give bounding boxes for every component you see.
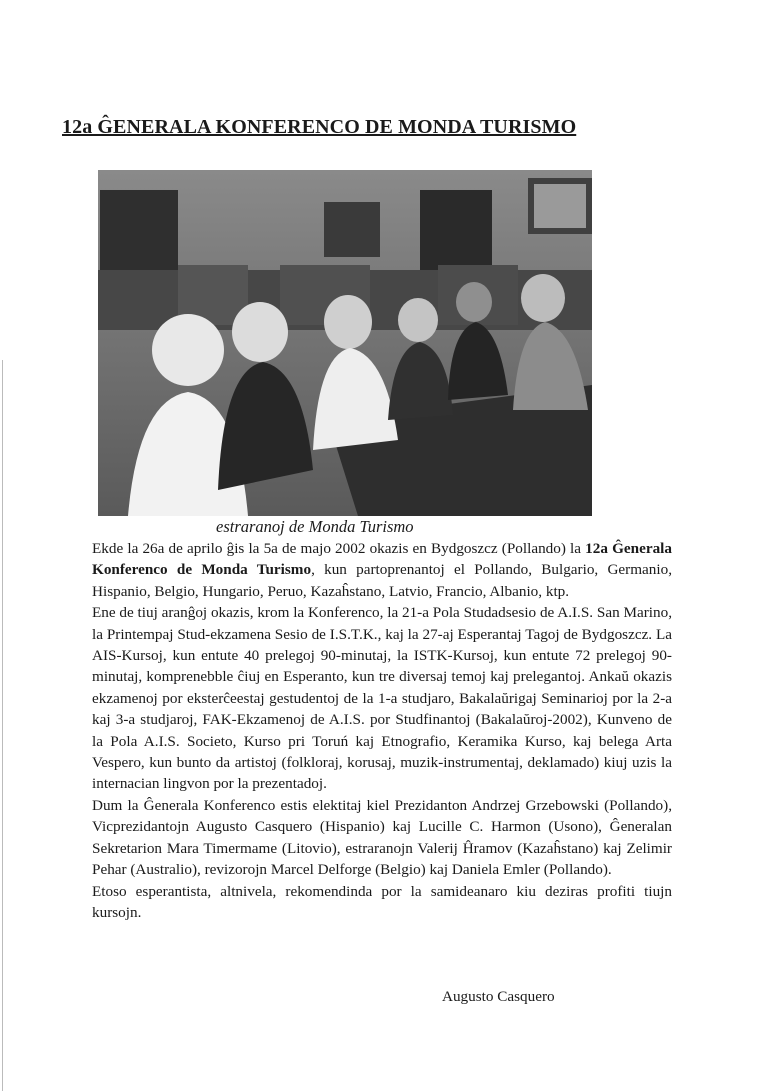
intro-text-start: Ekde la 26a de aprilo ĝis la 5a de majo 2002 okazis en Bydgoszcz (Pollando) la (92, 540, 586, 557)
article-title: 12a ĜENERALA KONFERENCO DE MONDA TURISMO (62, 116, 577, 138)
group-photo (98, 170, 592, 516)
article-body (92, 538, 672, 923)
margin-rule (2, 360, 3, 1091)
intro-text-end: , kun partoprenantoj el Pollando, Bulgario, Germanio, Hispanio, Belgio, Hungario, Peruo, Kazaĥstano, Latvio, Francio, Albanio, ktp. (92, 561, 672, 600)
photo-caption: estraranoj de Monda Turismo (216, 517, 414, 536)
paragraph-events: Ene de tiuj aranĝoj okazis, krom la Konferenco, la 21-a Pola Studadsesio de A.I.S. San Marino, la Printempaj Stud-ekzamena Sesio de I.S.T.K., kaj la 27-aj Esperantaj Tagoj de Bydgoszcz. La AIS-Kursoj, kun entute 40 prelegoj 90-minutaj, la ISTK-Kursoj, kun entute 72 prelegoj 90-minutaj, komprenebble ĉiuj en Esperanto, kun tre diversaj temoj kaj prelegantoj. Ankaŭ okazis ekzamenoj por eksterĉeestaj gestudentoj de la 1-a studjaro, Bakalaŭrigaj Seminarioj por la 2-a kaj 3-a studjaroj, FAK-Ekzamenoj de A.I.S. por Studfinantoj (Bakalaŭroj-2002), Kunveno de la Pola A.I.S. Societo, Kurso pri Toruń kaj Etnografio, Keramika Kurso, kaj belega Arta Vespero, kun bunto da artistoj (folkloraj, korusaj, muzik-instrumentaj, deklamado) kiuj uzis la internacian lingvon por la prezentadoj. (92, 604, 672, 793)
paragraph-closing: Etoso esperantista, altnivela, rekomendinda por la samideanaro kiu deziras profiti tiujn kursojn. (92, 882, 672, 921)
author-signature: Augusto Casquero (442, 988, 555, 1005)
conference-name: 12a Ĝenerala Konferenco de Monda Turismo (92, 540, 672, 579)
paragraph-intro (92, 538, 672, 602)
paragraph-elections: Dum la Ĝenerala Konferenco estis elektitaj kiel Prezidanton Andrzej Grzebowski (Pollando), Vicprezidantojn Augusto Casquero (Hispanio) kaj Lucille C. Harmon (Usono), Ĝeneralan Sekretarion Mara Timermame (Litovio), estraranojn Valerij Ĥramov (Kazaĥstano) kaj Zelimir Pehar (Australio), revizorojn Marcel Delforge (Belgio) kaj Daniela Emler (Pollando). (92, 796, 672, 879)
